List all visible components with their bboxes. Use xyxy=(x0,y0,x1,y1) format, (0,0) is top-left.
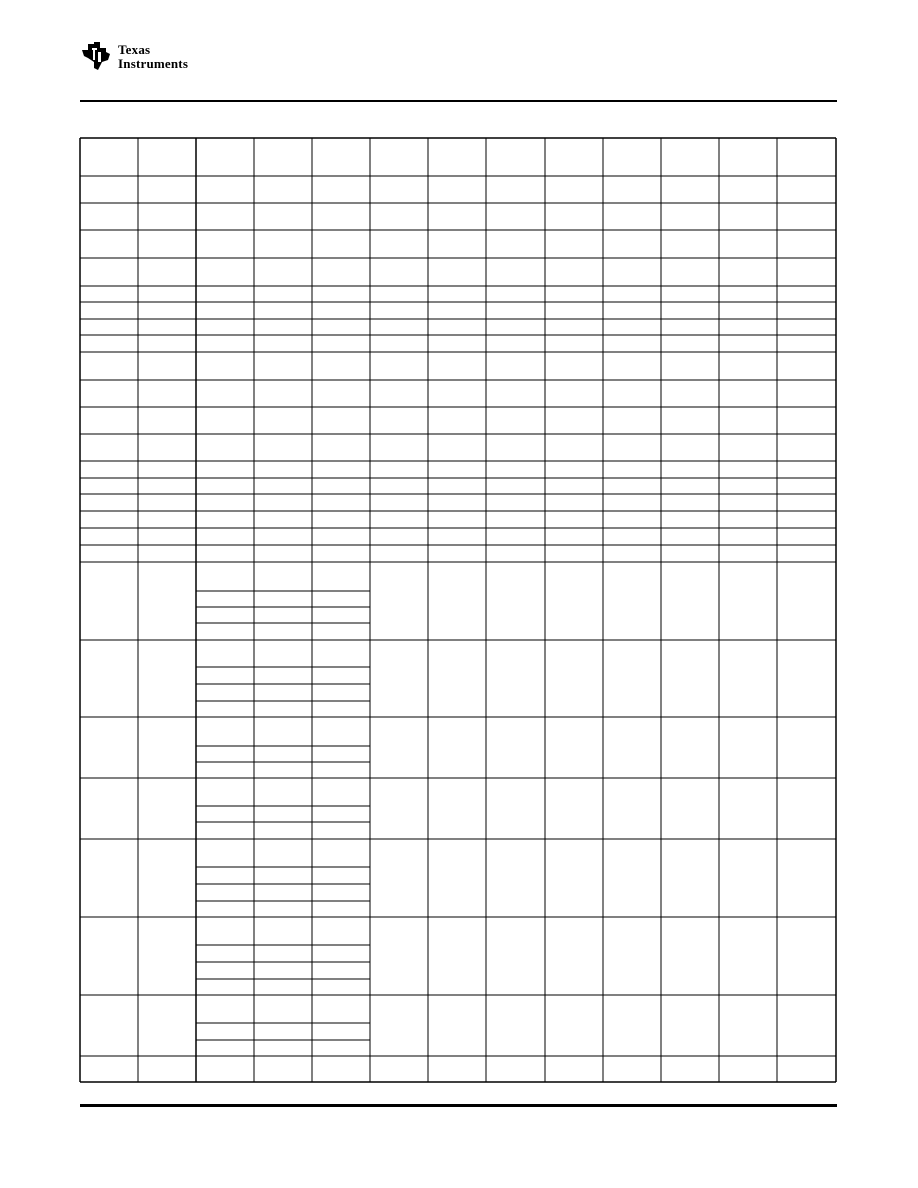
logo-line-1: Texas xyxy=(118,42,151,57)
logo-line-2: Instruments xyxy=(118,56,189,71)
footer-rule xyxy=(80,1104,837,1107)
